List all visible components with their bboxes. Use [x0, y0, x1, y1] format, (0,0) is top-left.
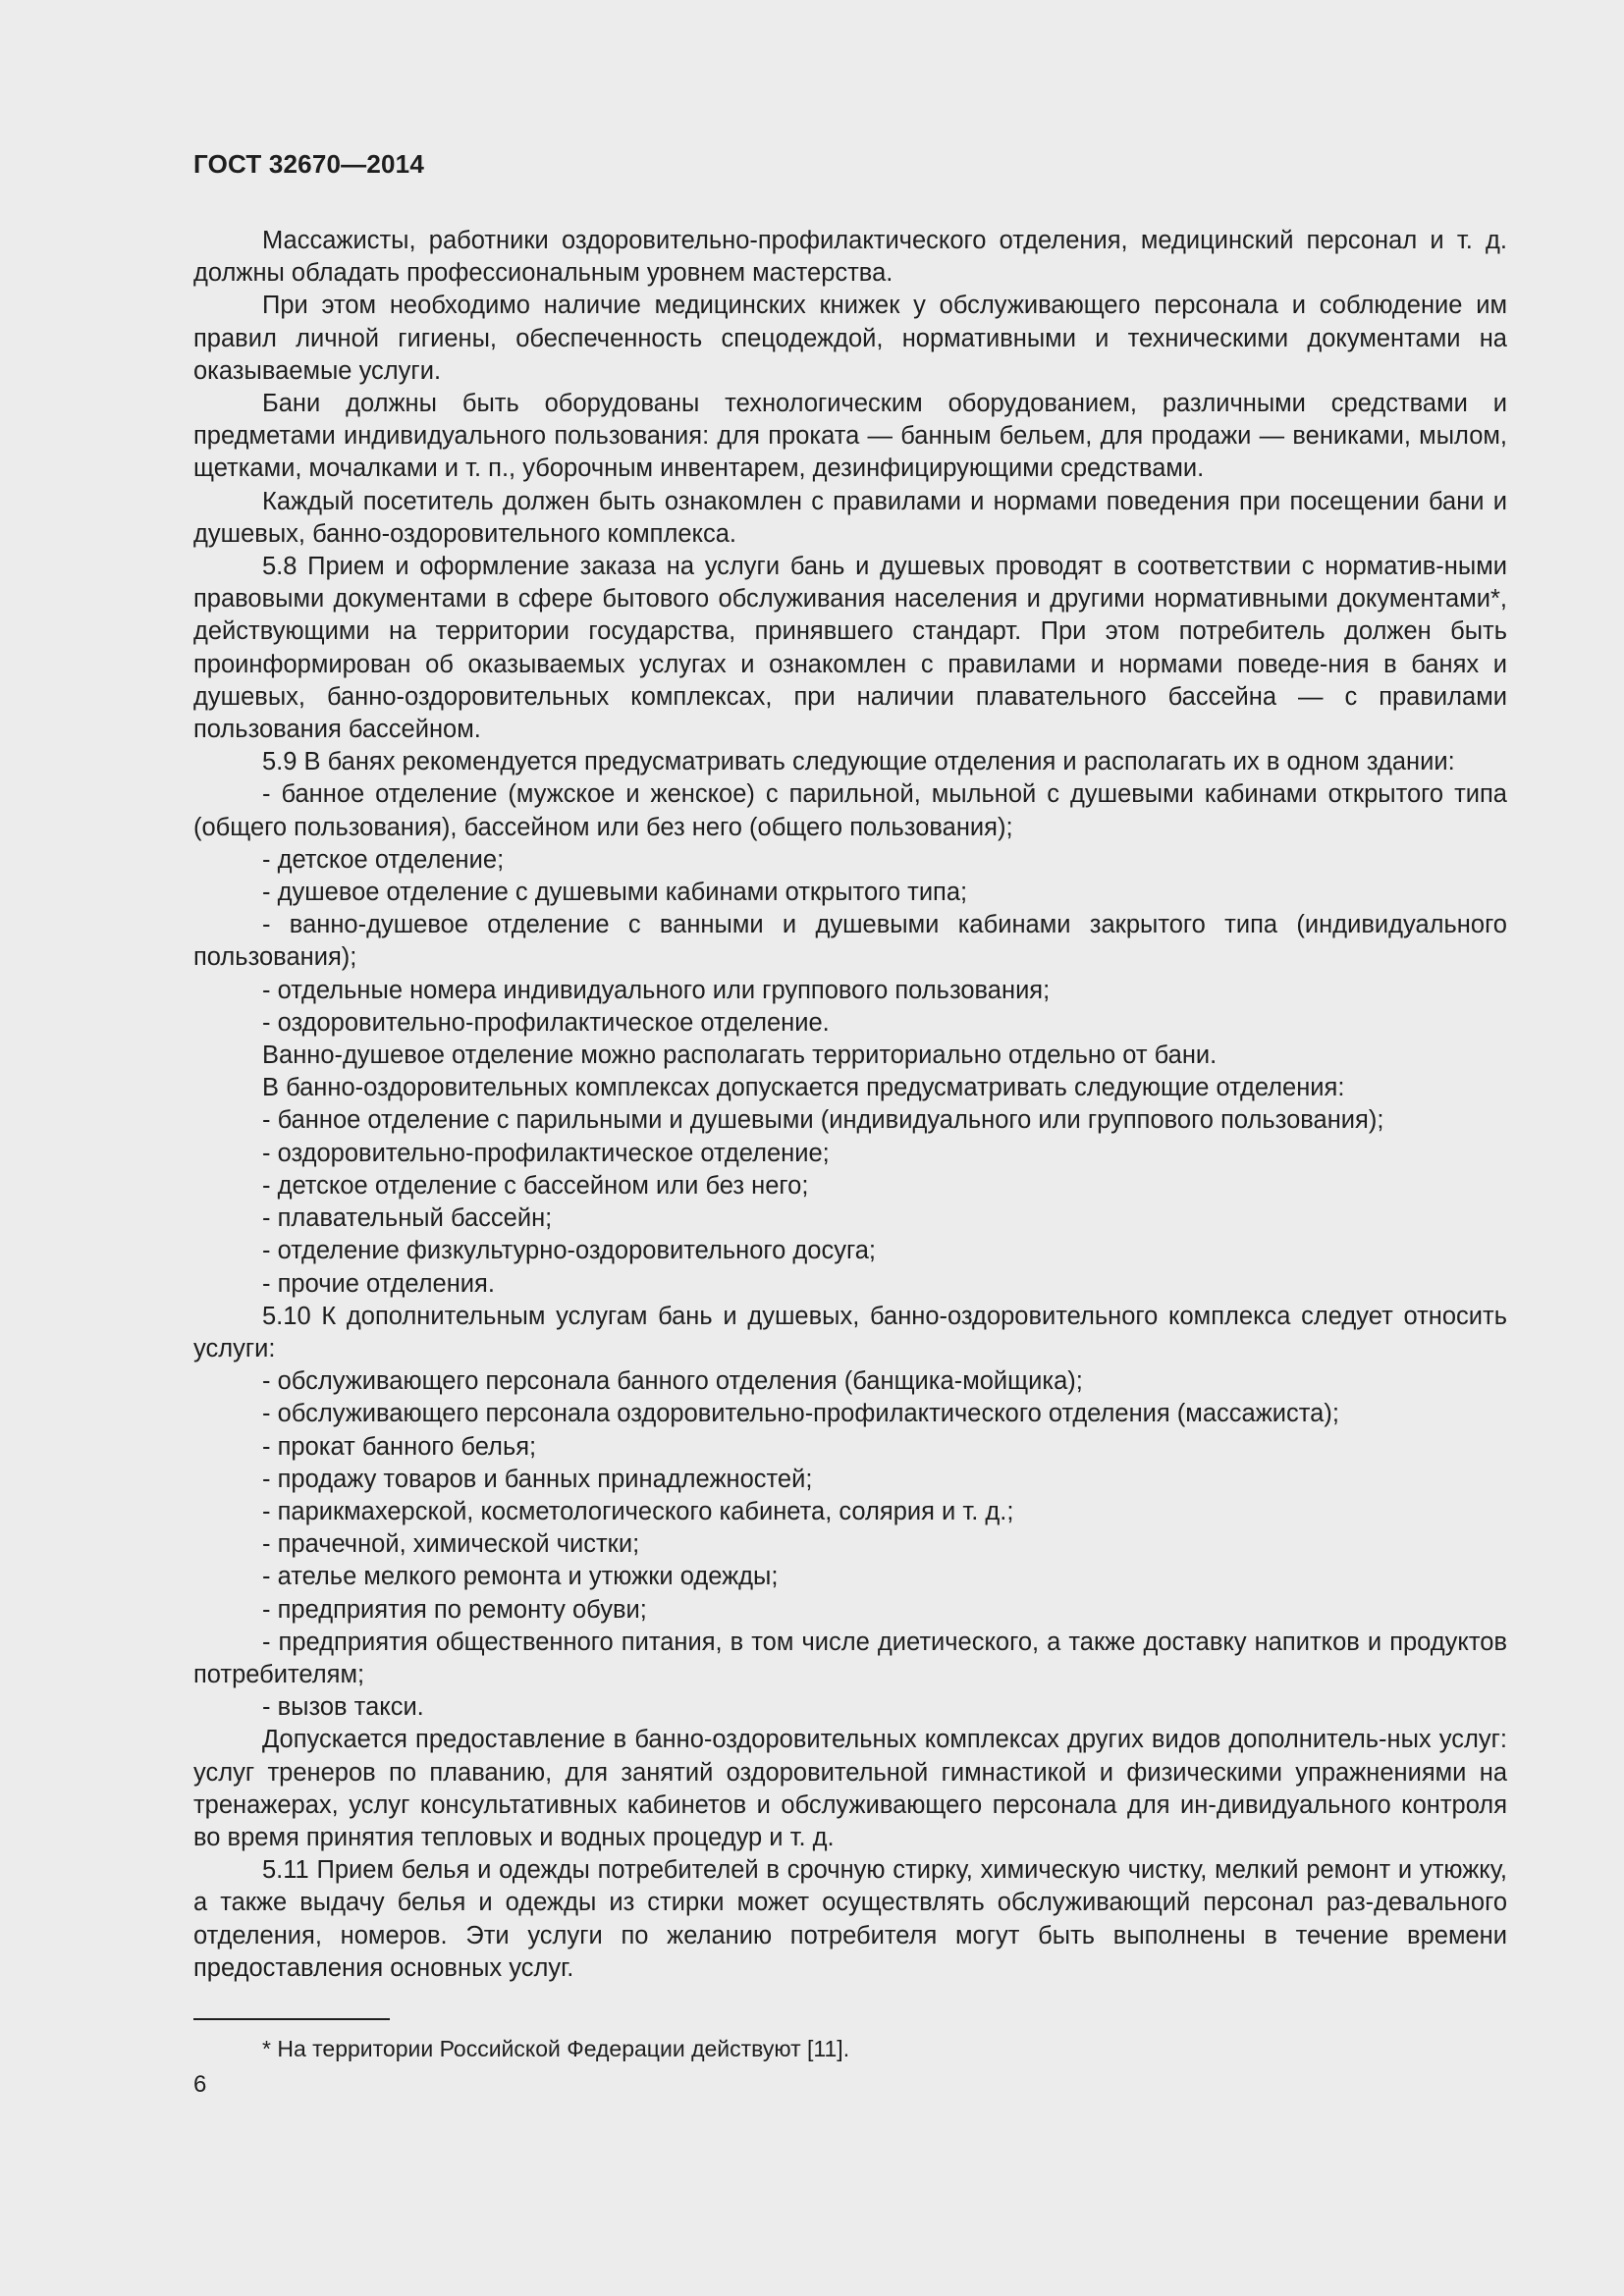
paragraph: В банно-оздоровительных комплексах допускается предусматривать следующие отделения: [262, 1074, 1345, 1102]
list-item: - предприятия общественного питания, в том числе диетического, а также доставку напитков и продуктов потребителям; [193, 1628, 1507, 1688]
footnote: * На территории Российской Федерации действуют [11]. [262, 2036, 850, 2061]
footnote-divider [193, 2018, 390, 2020]
list-item: - вызов такси. [262, 1693, 424, 1722]
list-item: - обслуживающего персонала оздоровительно-профилактического отделения (массажиста); [262, 1400, 1339, 1428]
paragraph: 5.10 К дополнительным услугам бань и душевых, банно-оздоровительного комплекса следует относить услуги: [193, 1302, 1507, 1362]
list-item: - прокат банного белья; [262, 1432, 537, 1461]
paragraph: 5.8 Прием и оформление заказа на услуги бань и душевых проводят в соответствии с норматив-ными правовыми документами в сфере бытового обслуживания населения и другими нормативными документами*, действующими на территории государства, принявшего стандарт. При этом потребитель должен быть проинформирован об оказываемых услугах и ознакомлен с правилами и нормами поведе-ния в банях и душевых, банно-оздоровительных комплексах, при наличии плавательного бассейна — с правилами пользования бассейном. [193, 553, 1507, 744]
paragraph: 5.9 В банях рекомендуется предусматривать следующие отделения и располагать их в одном здании: [262, 748, 1455, 776]
list-item: - ателье мелкого ремонта и утюжки одежды; [262, 1563, 779, 1591]
list-item: - банное отделение (мужское и женское) с парильной, мыльной с душевыми кабинами открытого типа (общего пользования), бассейном или без него (общего пользования); [193, 780, 1507, 841]
list-item: - душевое отделение с душевыми кабинами открытого типа; [262, 879, 968, 907]
paragraph: Массажисты, работники оздоровительно-профилактического отделения, медицинский персонал и т. д. должны обладать профессиональным уровнем мастерства. [193, 227, 1507, 288]
list-item: - продажу товаров и банных принадлежностей; [262, 1465, 813, 1493]
paragraph: Бани должны быть оборудованы технологическим оборудованием, различными средствами и предметами индивидуального пользования: для проката — банным бельем, для продажи — вениками, мылом, щетками, мочалками и т. п., уборочным инвентарем, дезинфицирующими средствами. [193, 390, 1507, 483]
list-item: - обслуживающего персонала банного отделения (банщика-мойщика); [262, 1367, 1083, 1396]
list-item: - прочие отделения. [262, 1269, 495, 1298]
paragraph: При этом необходимо наличие медицинских книжек у обслуживающего персонала и соблюдение им правил личной гигиены, обеспеченность спецодеждой, нормативными и техническими документами на оказываемые услуги. [193, 292, 1507, 385]
list-item: - оздоровительно-профилактическое отделение; [262, 1139, 830, 1167]
list-item: - ванно-душевое отделение с ванными и душевыми кабинами закрытого типа (индивидуального пользования); [193, 911, 1507, 972]
page-number: 6 [193, 2071, 207, 2098]
document-body [193, 225, 1507, 1985]
paragraph: Ванно-душевое отделение можно располагать территориально отдельно от бани. [262, 1041, 1218, 1070]
list-item: - плавательный бассейн; [262, 1204, 553, 1233]
list-item: - прачечной, химической чистки; [262, 1530, 640, 1559]
list-item: - отделение физкультурно-оздоровительного досуга; [262, 1237, 876, 1265]
list-item: - детское отделение с бассейном или без него; [262, 1171, 809, 1200]
paragraph: Каждый посетитель должен быть ознакомлен с правилами и нормами поведения при посещении бани и душевых, банно-оздоровительного комплекса. [193, 487, 1507, 548]
list-item: - отдельные номера индивидуального или группового пользования; [262, 976, 1051, 1004]
document-header: ГОСТ 32670—2014 [193, 149, 424, 179]
paragraph: 5.11 Прием белья и одежды потребителей в срочную стирку, химическую чистку, мелкий ремонт и утюжку, а также выдачу белья и одежды из стирки может осуществлять обслуживающий персонал раз-девального отделения, номеров. Эти услуги по желанию потребителя могут быть выполнены в течение времени предоставления основных услуг. [193, 1856, 1507, 1982]
list-item: - оздоровительно-профилактическое отделение. [262, 1008, 830, 1037]
list-item: - предприятия по ремонту обуви; [262, 1595, 647, 1624]
list-item: - детское отделение; [262, 845, 505, 874]
list-item: - банное отделение с парильными и душевыми (индивидуального или группового пользования); [262, 1106, 1384, 1135]
paragraph: Допускается предоставление в банно-оздоровительных комплексах других видов дополнитель-ных услуг: услуг тренеров по плаванию, для занятий оздоровительной гимнастикой и физическими упражнениями на тренажерах, услуг консультативных кабинетов и обслуживающего персонала для ин-дивидуального контроля во время принятия тепловых и водных процедур и т. д. [193, 1726, 1507, 1851]
list-item: - парикмахерской, косметологического кабинета, солярия и т. д.; [262, 1497, 1014, 1525]
